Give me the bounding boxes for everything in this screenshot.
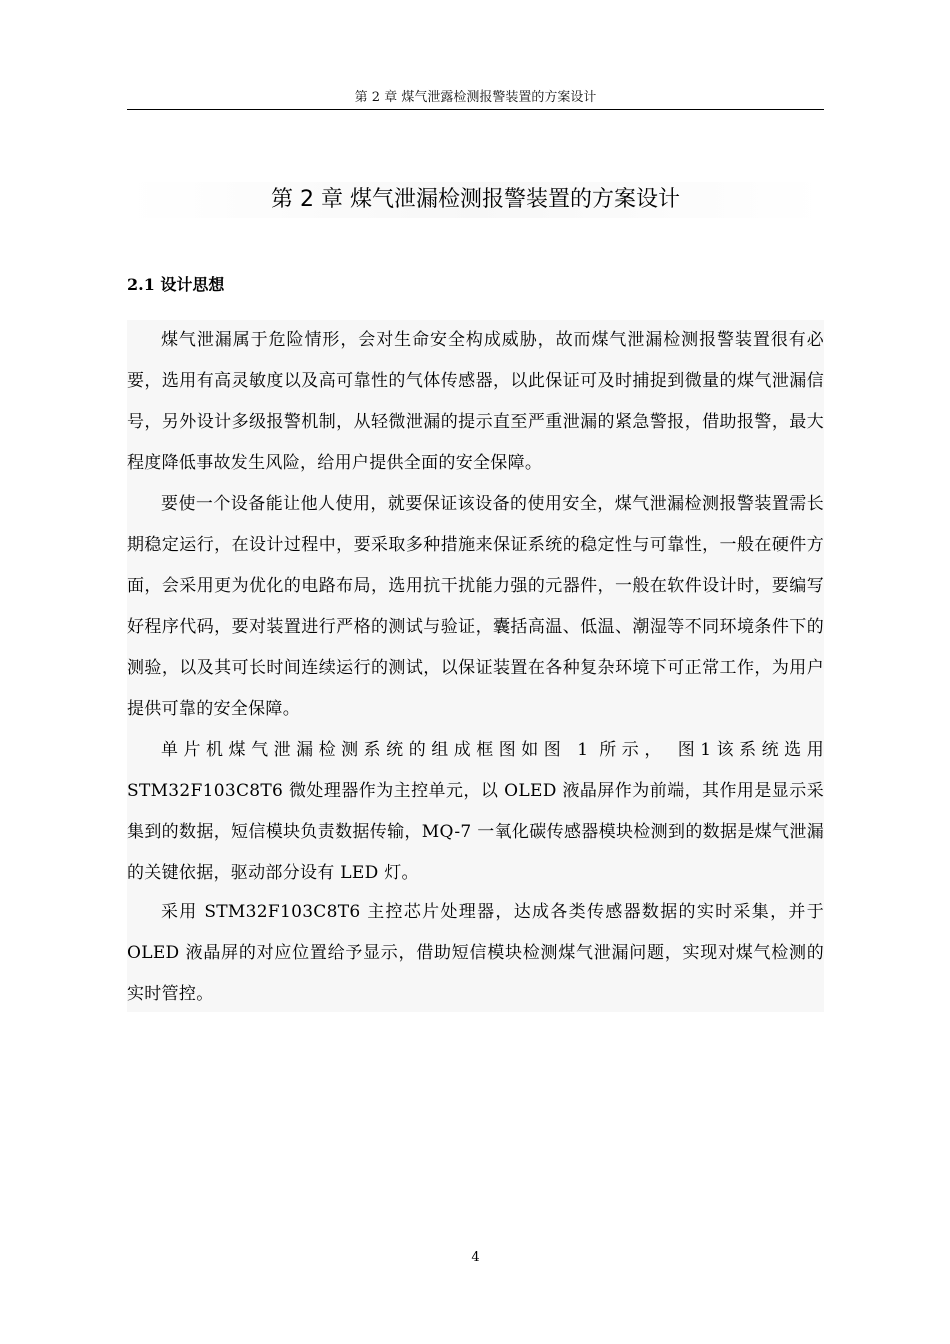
section-heading: 2.1 设计思想 — [127, 275, 225, 294]
page-number: 4 — [471, 1250, 480, 1265]
paragraph-1: 煤气泄漏属于危险情形，会对生命安全构成威胁，故而煤气泄漏检测报警装置很有必要，选用有高灵敏度以及高可靠性的气体传感器，以此保证可及时捕捉到微量的煤气泄漏信号，另外设计多级报警机制，从轻微泄漏的提示直至严重泄漏的紧急警报，借助报警，最大程度降低事故发生风险，给用户提供全面的安全保障。 — [127, 330, 824, 473]
paragraph-block-4 — [127, 892, 824, 1012]
paragraph-4: 采用 STM32F103C8T6 主控芯片处理器，达成各类传感器数据的实时采集，并于 OLED 液晶屏的对应位置给予显示，借助短信模块检测煤气泄漏问题，实现对煤气检测的实时管控。 — [127, 902, 824, 1004]
paragraph-block-3 — [127, 730, 824, 895]
header-rule — [127, 109, 824, 110]
paragraph-3: 单片机煤气泄漏检测系统的组成框图如图 1 所示， 图1该系统选用 STM32F103C8T6 微处理器作为主控单元，以 OLED 液晶屏作为前端，其作用是显示采集到的数据，短信模块负责数据传输，MQ-7 一氧化碳传感器模块检测到的数据是煤气泄漏的关键依据，驱动部分设有 LED 灯。 — [127, 740, 824, 883]
running-header: 第 2 章 煤气泄露检测报警装置的方案设计 — [354, 90, 597, 105]
chapter-title: 第 2 章 煤气泄漏检测报警装置的方案设计 — [127, 182, 824, 218]
paragraph-2: 要使一个设备能让他人使用，就要保证该设备的使用安全，煤气泄漏检测报警装置需长期稳定运行，在设计过程中，要采取多种措施来保证系统的稳定性与可靠性，一般在硬件方面，会采用更为优化的电路布局，选用抗干扰能力强的元器件，一般在软件设计时，要编写好程序代码，要对装置进行严格的测试与验证，囊括高温、低温、潮湿等不同环境条件下的测验，以及其可长时间连续运行的测试，以保证装置在各种复杂环境下可正常工作，为用户提供可靠的安全保障。 — [127, 494, 824, 719]
paragraph-block-1 — [127, 320, 824, 486]
paragraph-block-2 — [127, 484, 824, 734]
